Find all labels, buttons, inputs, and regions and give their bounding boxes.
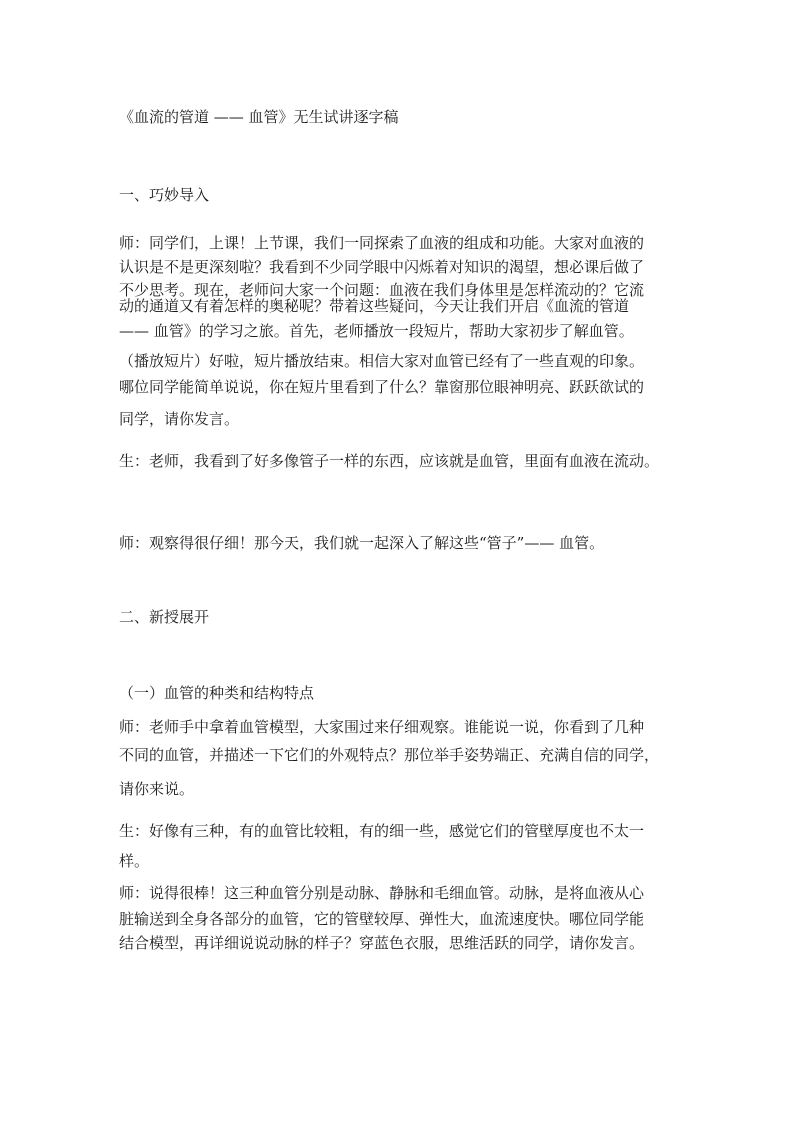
student-answer: 生：老师，我看到了好多像管子一样的东西，应该就是血管，里面有血液在流动。 (119, 452, 660, 470)
paragraph-line: 不同的血管，并描述一下它们的外观特点？那位举手姿势端正、充满自信的同学， (119, 746, 660, 764)
section-heading-intro: 一、巧妙导入 (119, 186, 210, 204)
paragraph-line: 认识是不是更深刻啦？我看到不少同学眼中闪烁着对知识的渴望，想必课后做了 (119, 258, 645, 276)
paragraph-line: 生：好像有三种，有的血管比较粗，有的细一些，感觉它们的管壁厚度也不太一 (119, 822, 645, 840)
paragraph-line: 结合模型，再详细说说动脉的样子？穿蓝色衣服，思维活跃的同学，请你发言。 (119, 934, 645, 952)
document-title: 《血流的管道 —— 血管》无生试讲逐字稿 (119, 108, 399, 126)
paragraph-line: 同学，请你发言。 (119, 410, 240, 428)
paragraph-line: 请你来说。 (119, 780, 195, 798)
section-heading-new-lesson: 二、新授展开 (119, 608, 210, 626)
teacher-response: 师：观察得很仔细！那今天，我们就一起深入了解这些“管子”—— 血管。 (119, 534, 605, 552)
paragraph-line: —— 血管》的学习之旅。首先，老师播放一段短片，帮助大家初步了解血管。 (119, 322, 634, 340)
paragraph-line: 师：同学们，上课！上节课，我们一同探索了血液的组成和功能。大家对血液的 (119, 234, 645, 252)
paragraph-line: （播放短片）好啦，短片播放结束。相信大家对血管已经有了一些直观的印象。 (119, 352, 645, 370)
subsection-heading-vessel-types: （一）血管的种类和结构特点 (119, 684, 315, 702)
paragraph-line: 不少思考。现在，老师问大家一个问题：血液在我们身体里是怎样流动的？它流 (119, 281, 645, 299)
paragraph-line: 脏输送到全身各部分的血管，它的管壁较厚、弹性大，血流速度快。哪位同学能 (119, 910, 645, 928)
paragraph-line: 哪位同学能简单说说，你在短片里看到了什么？靠窗那位眼神明亮、跃跃欲试的 (119, 378, 645, 396)
paragraph-line: 师：老师手中拿着血管模型，大家围过来仔细观察。谁能说一说，你看到了几种 (119, 718, 645, 736)
paragraph-line: 动的通道又有着怎样的奥秘呢？带着这些疑问，今天让我们开启《血流的管道 (119, 297, 630, 315)
paragraph-line: 样。 (119, 852, 150, 870)
paragraph-line: 师：说得很棒！这三种血管分别是动脉、静脉和毛细血管。动脉，是将血液从心 (119, 884, 645, 902)
